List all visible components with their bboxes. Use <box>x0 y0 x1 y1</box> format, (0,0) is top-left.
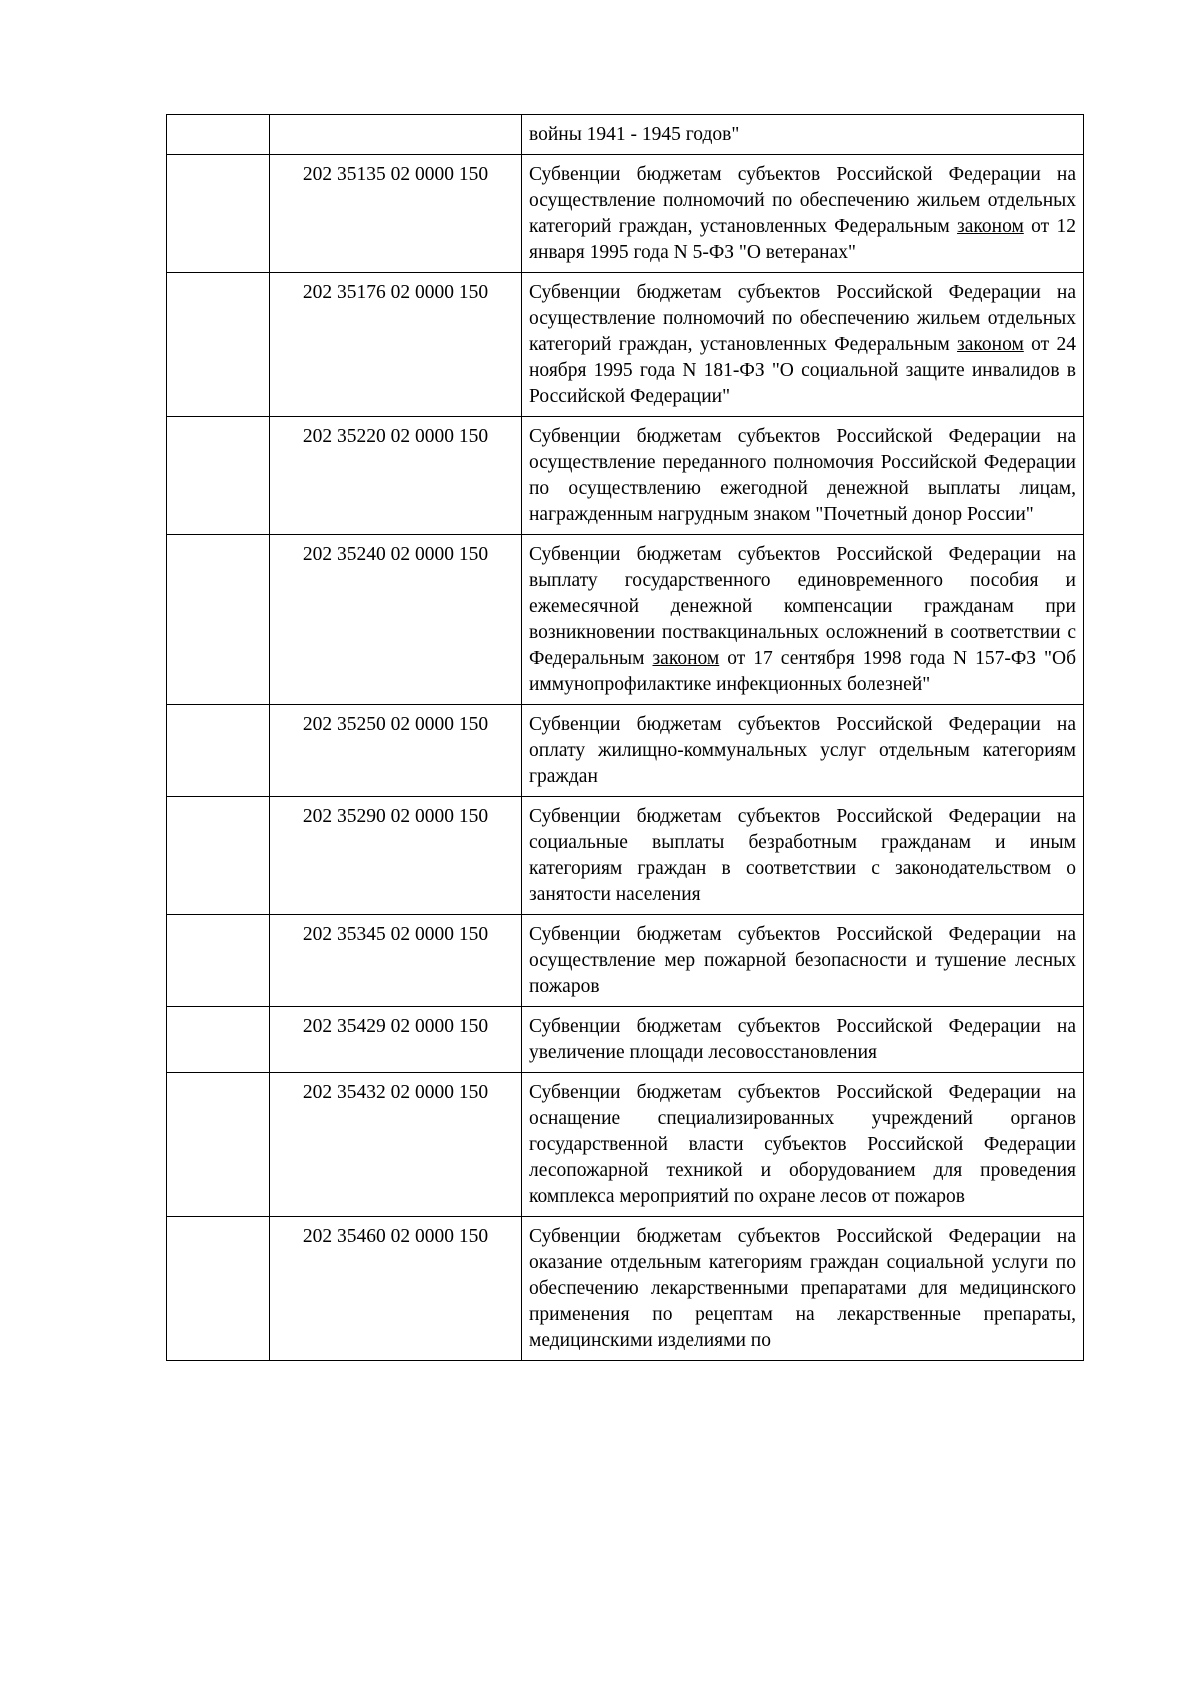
admin-code-cell <box>167 417 270 535</box>
admin-code-cell <box>167 1073 270 1217</box>
table-row <box>167 1073 1084 1217</box>
description-text-tail: от 17 сентября 1998 года N 157-ФЗ "Об иммунопрофилактике инфекционных болезней" <box>529 648 1076 695</box>
budget-code-cell <box>270 115 522 155</box>
description-text: Субвенции бюджетам субъектов Российской Федерации на осуществление мер пожарной безопасности и тушение лесных пожаров <box>529 924 1076 997</box>
description-cell <box>522 1007 1084 1073</box>
description-text-tail: от 12 января 1995 года N 5-ФЗ "О ветеранах" <box>529 216 1076 263</box>
description-text: Субвенции бюджетам субъектов Российской Федерации на выплату государственного единовременного пособия и ежемесячной денежной компенсации гражданам при возникновении поствакцинальных осложнений в соответствии с Федеральным <box>529 544 1076 669</box>
table-row <box>167 115 1084 155</box>
admin-code-cell <box>167 915 270 1007</box>
table-row <box>167 705 1084 797</box>
table-row <box>167 417 1084 535</box>
admin-code-cell <box>167 273 270 417</box>
table-row <box>167 155 1084 273</box>
description-cell <box>522 915 1084 1007</box>
budget-code-cell: 202 35250 02 0000 150 <box>270 705 522 797</box>
budget-code-cell: 202 35220 02 0000 150 <box>270 417 522 535</box>
description-text: войны 1941 - 1945 годов" <box>529 124 740 145</box>
law-link[interactable]: законом <box>652 648 720 669</box>
budget-code-cell: 202 35135 02 0000 150 <box>270 155 522 273</box>
admin-code-cell <box>167 155 270 273</box>
admin-code-cell <box>167 797 270 915</box>
budget-code-cell: 202 35429 02 0000 150 <box>270 1007 522 1073</box>
budget-code-cell: 202 35432 02 0000 150 <box>270 1073 522 1217</box>
table-row <box>167 273 1084 417</box>
description-text: Субвенции бюджетам субъектов Российской Федерации на оказание отдельным категориям граждан социальной услуги по обеспечению лекарственными препаратами для медицинского применения по рецептам на лекарственные препараты, медицинскими изделиями по <box>529 1226 1076 1351</box>
admin-code-cell <box>167 115 270 155</box>
budget-codes-table <box>166 114 1084 1361</box>
description-cell <box>522 155 1084 273</box>
description-cell <box>522 273 1084 417</box>
table-row <box>167 797 1084 915</box>
budget-code-cell: 202 35290 02 0000 150 <box>270 797 522 915</box>
table-row <box>167 1007 1084 1073</box>
table-row <box>167 535 1084 705</box>
budget-code-cell: 202 35176 02 0000 150 <box>270 273 522 417</box>
description-text: Субвенции бюджетам субъектов Российской Федерации на осуществление переданного полномочия Российской Федерации по осуществлению ежегодной денежной выплаты лицам, награжденным нагрудным знаком "Почетный донор России" <box>529 426 1076 525</box>
description-text: Субвенции бюджетам субъектов Российской Федерации на оснащение специализированных учреждений органов государственной власти субъектов Российской Федерации лесопожарной техникой и оборудованием для проведения комплекса мероприятий по охране лесов от пожаров <box>529 1082 1076 1207</box>
description-text: Субвенции бюджетам субъектов Российской Федерации на осуществление полномочий по обеспечению жильем отдельных категорий граждан, установленных Федеральным <box>529 164 1076 237</box>
description-cell <box>522 535 1084 705</box>
law-link[interactable]: законом <box>957 334 1024 355</box>
description-text: Субвенции бюджетам субъектов Российской Федерации на социальные выплаты безработным гражданам и иным категориям граждан в соответствии с законодательством о занятости населения <box>529 806 1076 905</box>
table-row <box>167 915 1084 1007</box>
admin-code-cell <box>167 1217 270 1361</box>
description-text-tail: от 24 ноября 1995 года N 181-ФЗ "О социальной защите инвалидов в Российской Федерации" <box>529 334 1076 407</box>
description-cell <box>522 1217 1084 1361</box>
description-cell <box>522 797 1084 915</box>
description-cell <box>522 1073 1084 1217</box>
table-row <box>167 1217 1084 1361</box>
admin-code-cell <box>167 535 270 705</box>
budget-code-cell: 202 35240 02 0000 150 <box>270 535 522 705</box>
description-text: Субвенции бюджетам субъектов Российской Федерации на осуществление полномочий по обеспечению жильем отдельных категорий граждан, установленных Федеральным <box>529 282 1076 355</box>
admin-code-cell <box>167 1007 270 1073</box>
budget-code-cell: 202 35345 02 0000 150 <box>270 915 522 1007</box>
admin-code-cell <box>167 705 270 797</box>
description-cell <box>522 115 1084 155</box>
description-text: Субвенции бюджетам субъектов Российской Федерации на оплату жилищно-коммунальных услуг отдельным категориям граждан <box>529 714 1076 787</box>
law-link[interactable]: законом <box>957 216 1024 237</box>
description-cell <box>522 705 1084 797</box>
description-cell <box>522 417 1084 535</box>
description-text: Субвенции бюджетам субъектов Российской Федерации на увеличение площади лесовосстановления <box>529 1016 1076 1063</box>
budget-code-cell: 202 35460 02 0000 150 <box>270 1217 522 1361</box>
